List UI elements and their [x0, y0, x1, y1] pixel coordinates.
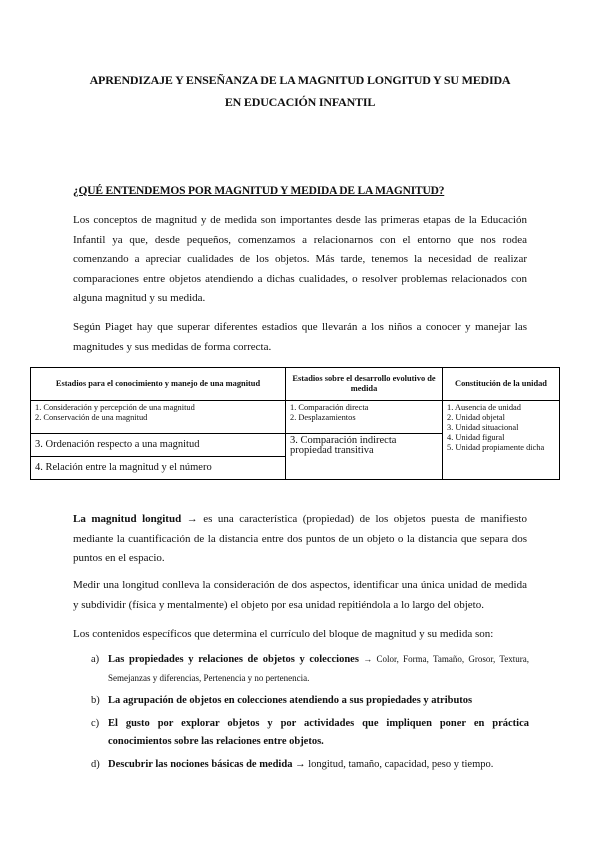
- medir-paragraph: Medir una longitud conlleva la consideración de dos aspectos, identificar una única unidad de medida y subdividir (física y mentalmente) el objeto por esa unidad repitiéndola a lo largo del objeto.: [73, 579, 527, 611]
- table-row: [31, 401, 560, 434]
- table-header-medida: Estadios sobre el desarrollo evolutivo de medida: [286, 368, 443, 401]
- table-cell-line: 1. Comparación directa: [290, 403, 369, 412]
- table-header-magnitud: Estadios para el conocimiento y manejo de una magnitud: [31, 368, 286, 401]
- list-marker: d): [91, 758, 100, 770]
- document-title-line-2: EN EDUCACIÓN INFANTIL: [224, 95, 376, 109]
- contenidos-intro: Los contenidos específicos que determina el currículo del bloque de magnitud y su medida son:: [73, 628, 494, 640]
- table-cell-line: 2. Unidad objetal: [447, 413, 505, 422]
- list-item: [73, 692, 529, 711]
- table-cell-line: propiedad transitiva: [290, 445, 374, 456]
- intro-paragraph: Los conceptos de magnitud y de medida son importantes desde las primeras etapas de la Educación Infantil ya que, desde pequeños, comenzamos a relacionarnos con el entorno que nos rodea comenzando a apreciar cualidades de los objetos. Más tarde, tenemos la necesidad de realizar comparaciones entre objetos atendiendo a dichas cualidades, o resolver problemas relacionados con alguna magnitud y su medida.: [73, 214, 527, 304]
- table-cell-line: 1. Consideración y percepción de una magnitud: [35, 403, 195, 412]
- table-cell-line: 2. Conservación de una magnitud: [35, 413, 148, 422]
- longitud-term: La magnitud longitud: [73, 513, 182, 525]
- table-cell-line: 2. Desplazamientos: [290, 413, 356, 422]
- document-title-line-1: APRENDIZAJE Y ENSEÑANZA DE LA MAGNITUD LONGITUD Y SU MEDIDA: [89, 73, 511, 87]
- list-item-rest: → longitud, tamaño, capacidad, peso y tiempo.: [292, 758, 494, 770]
- table-cell-line: 5. Unidad propiamente dicha: [447, 443, 545, 452]
- list-item-bold: Las propiedades y relaciones de objetos y colecciones: [108, 654, 359, 665]
- table-cell: [31, 457, 286, 480]
- list-item-bold: La agrupación de objetos en colecciones atendiendo a sus propiedades y atributos: [108, 695, 473, 706]
- list-item-bold: El gusto por explorar objetos y por actividades que impliquen poner en práctica conocimientos sobre las relaciones entre objetos.: [108, 717, 529, 747]
- list-item: [73, 715, 529, 752]
- contenidos-list: [73, 651, 529, 778]
- table-cell: [31, 401, 286, 434]
- table-header-row: [31, 368, 560, 401]
- table-cell-line: 3. Ordenación respecto a una magnitud: [35, 439, 200, 450]
- table-cell-unidad-list: [443, 401, 560, 480]
- table-cell: [31, 434, 286, 457]
- table-cell-line: 1. Ausencia de unidad: [447, 403, 521, 412]
- table-cell-line: 3. Comparación indirecta: [290, 435, 397, 446]
- table-cell-line: 4. Relación entre la magnitud y el número: [35, 462, 212, 473]
- table-header-unidad: Constitución de la unidad: [443, 368, 560, 401]
- list-item: [73, 651, 529, 688]
- list-item-bold: Descubrir las nociones básicas de medida: [108, 758, 293, 770]
- list-item: [73, 756, 529, 775]
- table-cell: [286, 401, 443, 434]
- table-cell: [286, 434, 443, 480]
- list-marker: c): [91, 717, 100, 729]
- table-cell-line: 4. Unidad figural: [447, 433, 505, 442]
- list-marker: a): [91, 654, 100, 665]
- longitud-paragraph: [73, 510, 527, 569]
- list-marker: b): [91, 695, 100, 706]
- longitud-definition: → es una característica (propiedad) de los objetos puesta de manifiesto mediante la cuantificación de la distancia entre dos puntos de un objeto o la distancia que separa dos puntos en el espacio.: [73, 513, 527, 564]
- piaget-stages-table: [30, 367, 560, 480]
- list-item-rest: → Color, Forma, Tamaño, Grosor, Textura, Semejanzas y diferencias, Pertenencia y no pertenencia.: [108, 654, 529, 683]
- piaget-paragraph: Según Piaget hay que superar diferentes estadios que llevarán a los niños a conocer y manejar las magnitudes y sus medidas de forma correcta.: [73, 321, 527, 353]
- table-cell-line: 3. Unidad situacional: [447, 423, 519, 432]
- section-heading: ¿QUÉ ENTENDEMOS POR MAGNITUD Y MEDIDA DE LA MAGNITUD?: [73, 185, 445, 197]
